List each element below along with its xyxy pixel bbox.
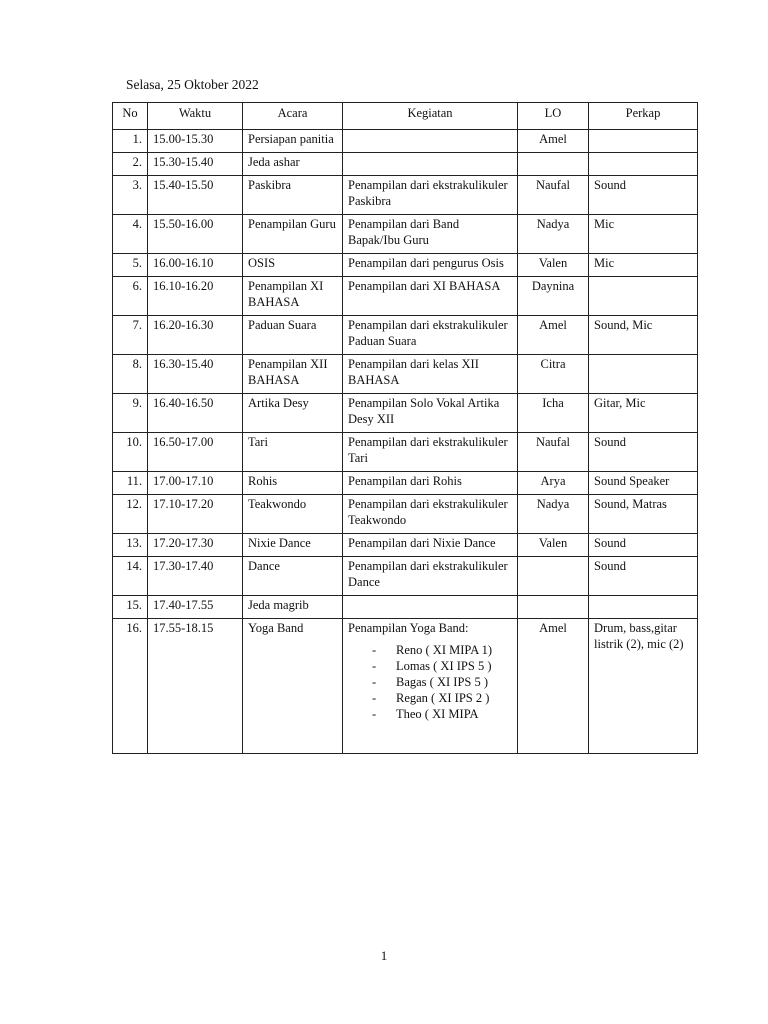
cell-lo: Arya xyxy=(518,472,589,495)
header-acara: Acara xyxy=(243,103,343,130)
cell-perkap: Sound, Matras xyxy=(589,495,698,534)
cell-perkap: Mic xyxy=(589,215,698,254)
cell-waktu: 17.10-17.20 xyxy=(148,495,243,534)
cell-perkap: Mic xyxy=(589,254,698,277)
cell-waktu: 15.40-15.50 xyxy=(148,176,243,215)
cell-kegiatan: Penampilan dari ekstrakulikuler Paskibra xyxy=(343,176,518,215)
cell-kegiatan: Penampilan dari pengurus Osis xyxy=(343,254,518,277)
cell-kegiatan: Penampilan dari ekstrakulikuler Teakwondo xyxy=(343,495,518,534)
cell-perkap: Sound xyxy=(589,534,698,557)
cell-waktu: 16.40-16.50 xyxy=(148,394,243,433)
cell-waktu: 15.30-15.40 xyxy=(148,153,243,176)
cell-kegiatan xyxy=(343,130,518,153)
cell-kegiatan: Penampilan dari kelas XII BAHASA xyxy=(343,355,518,394)
cell-acara: Nixie Dance xyxy=(243,534,343,557)
cell-lo xyxy=(518,596,589,619)
cell-kegiatan: Penampilan dari ekstrakulikuler Tari xyxy=(343,433,518,472)
cell-lo: Valen xyxy=(518,534,589,557)
cell-kegiatan: Penampilan dari XI BAHASA xyxy=(343,277,518,316)
table-row xyxy=(113,557,698,596)
cell-perkap xyxy=(589,596,698,619)
cell-acara: Teakwondo xyxy=(243,495,343,534)
cell-kegiatan xyxy=(343,619,518,754)
cell-lo: Naufal xyxy=(518,433,589,472)
list-item: - Bagas ( XI IPS 5 ) xyxy=(348,674,512,690)
cell-kegiatan: Penampilan Solo Vokal Artika Desy XII xyxy=(343,394,518,433)
cell-lo: Icha xyxy=(518,394,589,433)
cell-no: 15. xyxy=(113,596,148,619)
cell-no: 9. xyxy=(113,394,148,433)
table-row xyxy=(113,534,698,557)
table-row xyxy=(113,130,698,153)
cell-no: 2. xyxy=(113,153,148,176)
cell-acara: Penampilan XI BAHASA xyxy=(243,277,343,316)
header-lo: LO xyxy=(518,103,589,130)
cell-no: 8. xyxy=(113,355,148,394)
table-row xyxy=(113,176,698,215)
cell-perkap: Sound, Mic xyxy=(589,316,698,355)
cell-perkap: Sound Speaker xyxy=(589,472,698,495)
table-row xyxy=(113,254,698,277)
cell-no: 5. xyxy=(113,254,148,277)
cell-waktu: 17.40-17.55 xyxy=(148,596,243,619)
table-row xyxy=(113,472,698,495)
page-number: 1 xyxy=(380,948,388,963)
cell-acara: Jeda ashar xyxy=(243,153,343,176)
cell-lo: Citra xyxy=(518,355,589,394)
cell-no: 16. xyxy=(113,619,148,754)
cell-no: 12. xyxy=(113,495,148,534)
list-item: - Regan ( XI IPS 2 ) xyxy=(348,690,512,706)
cell-acara: Artika Desy xyxy=(243,394,343,433)
header-waktu: Waktu xyxy=(148,103,243,130)
table-row xyxy=(113,215,698,254)
table-row xyxy=(113,316,698,355)
table-header-row xyxy=(113,103,698,130)
cell-lo: Nadya xyxy=(518,495,589,534)
cell-acara: Dance xyxy=(243,557,343,596)
cell-perkap xyxy=(589,130,698,153)
cell-no: 11. xyxy=(113,472,148,495)
cell-lo: Naufal xyxy=(518,176,589,215)
table-row xyxy=(113,394,698,433)
table-row xyxy=(113,433,698,472)
list-item: - Reno ( XI MIPA 1) xyxy=(348,642,512,658)
cell-waktu: 16.50-17.00 xyxy=(148,433,243,472)
cell-waktu: 17.20-17.30 xyxy=(148,534,243,557)
cell-lo xyxy=(518,153,589,176)
cell-lo: Valen xyxy=(518,254,589,277)
cell-perkap: Sound xyxy=(589,176,698,215)
cell-no: 10. xyxy=(113,433,148,472)
document-date: Selasa, 25 Oktober 2022 xyxy=(126,77,259,92)
cell-no: 14. xyxy=(113,557,148,596)
table-row xyxy=(113,619,698,754)
cell-perkap: Sound xyxy=(589,557,698,596)
cell-waktu: 17.55-18.15 xyxy=(148,619,243,754)
cell-no: 6. xyxy=(113,277,148,316)
cell-acara: Yoga Band xyxy=(243,619,343,754)
schedule-table xyxy=(112,102,698,754)
cell-acara: OSIS xyxy=(243,254,343,277)
cell-lo: Nadya xyxy=(518,215,589,254)
cell-lo: Amel xyxy=(518,619,589,754)
cell-no: 7. xyxy=(113,316,148,355)
list-item: - Theo ( XI MIPA xyxy=(348,706,512,722)
cell-lo: Daynina xyxy=(518,277,589,316)
cell-acara: Tari xyxy=(243,433,343,472)
cell-perkap xyxy=(589,153,698,176)
list-item: - Lomas ( XI IPS 5 ) xyxy=(348,658,512,674)
cell-kegiatan xyxy=(343,153,518,176)
cell-waktu: 16.30-15.40 xyxy=(148,355,243,394)
cell-acara: Rohis xyxy=(243,472,343,495)
cell-kegiatan: Penampilan dari ekstrakulikuler Dance xyxy=(343,557,518,596)
cell-perkap xyxy=(589,277,698,316)
cell-acara: Penampilan XII BAHASA xyxy=(243,355,343,394)
kegiatan-title: Penampilan Yoga Band: xyxy=(348,621,469,635)
cell-perkap: Drum, bass,gitar listrik (2), mic (2) xyxy=(589,619,698,754)
cell-perkap: Gitar, Mic xyxy=(589,394,698,433)
cell-waktu: 17.30-17.40 xyxy=(148,557,243,596)
table-row xyxy=(113,495,698,534)
table-row xyxy=(113,277,698,316)
cell-waktu: 17.00-17.10 xyxy=(148,472,243,495)
cell-acara: Paduan Suara xyxy=(243,316,343,355)
cell-no: 4. xyxy=(113,215,148,254)
cell-no: 1. xyxy=(113,130,148,153)
header-perkap: Perkap xyxy=(589,103,698,130)
cell-acara: Persiapan panitia xyxy=(243,130,343,153)
cell-kegiatan: Penampilan dari Nixie Dance xyxy=(343,534,518,557)
cell-acara: Paskibra xyxy=(243,176,343,215)
cell-waktu: 16.00-16.10 xyxy=(148,254,243,277)
band-member-list xyxy=(348,642,512,722)
header-no: No xyxy=(113,103,148,130)
cell-waktu: 16.10-16.20 xyxy=(148,277,243,316)
cell-lo: Amel xyxy=(518,316,589,355)
cell-waktu: 15.00-15.30 xyxy=(148,130,243,153)
table-row xyxy=(113,596,698,619)
cell-acara: Jeda magrib xyxy=(243,596,343,619)
cell-kegiatan: Penampilan dari Rohis xyxy=(343,472,518,495)
cell-acara: Penampilan Guru xyxy=(243,215,343,254)
table-row xyxy=(113,355,698,394)
cell-no: 3. xyxy=(113,176,148,215)
cell-waktu: 15.50-16.00 xyxy=(148,215,243,254)
cell-perkap xyxy=(589,355,698,394)
cell-no: 13. xyxy=(113,534,148,557)
schedule-body xyxy=(113,130,698,754)
cell-kegiatan: Penampilan dari ekstrakulikuler Paduan Suara xyxy=(343,316,518,355)
cell-kegiatan xyxy=(343,596,518,619)
cell-kegiatan: Penampilan dari Band Bapak/Ibu Guru xyxy=(343,215,518,254)
cell-perkap: Sound xyxy=(589,433,698,472)
cell-lo: Amel xyxy=(518,130,589,153)
header-kegiatan: Kegiatan xyxy=(343,103,518,130)
cell-lo xyxy=(518,557,589,596)
table-row xyxy=(113,153,698,176)
cell-waktu: 16.20-16.30 xyxy=(148,316,243,355)
